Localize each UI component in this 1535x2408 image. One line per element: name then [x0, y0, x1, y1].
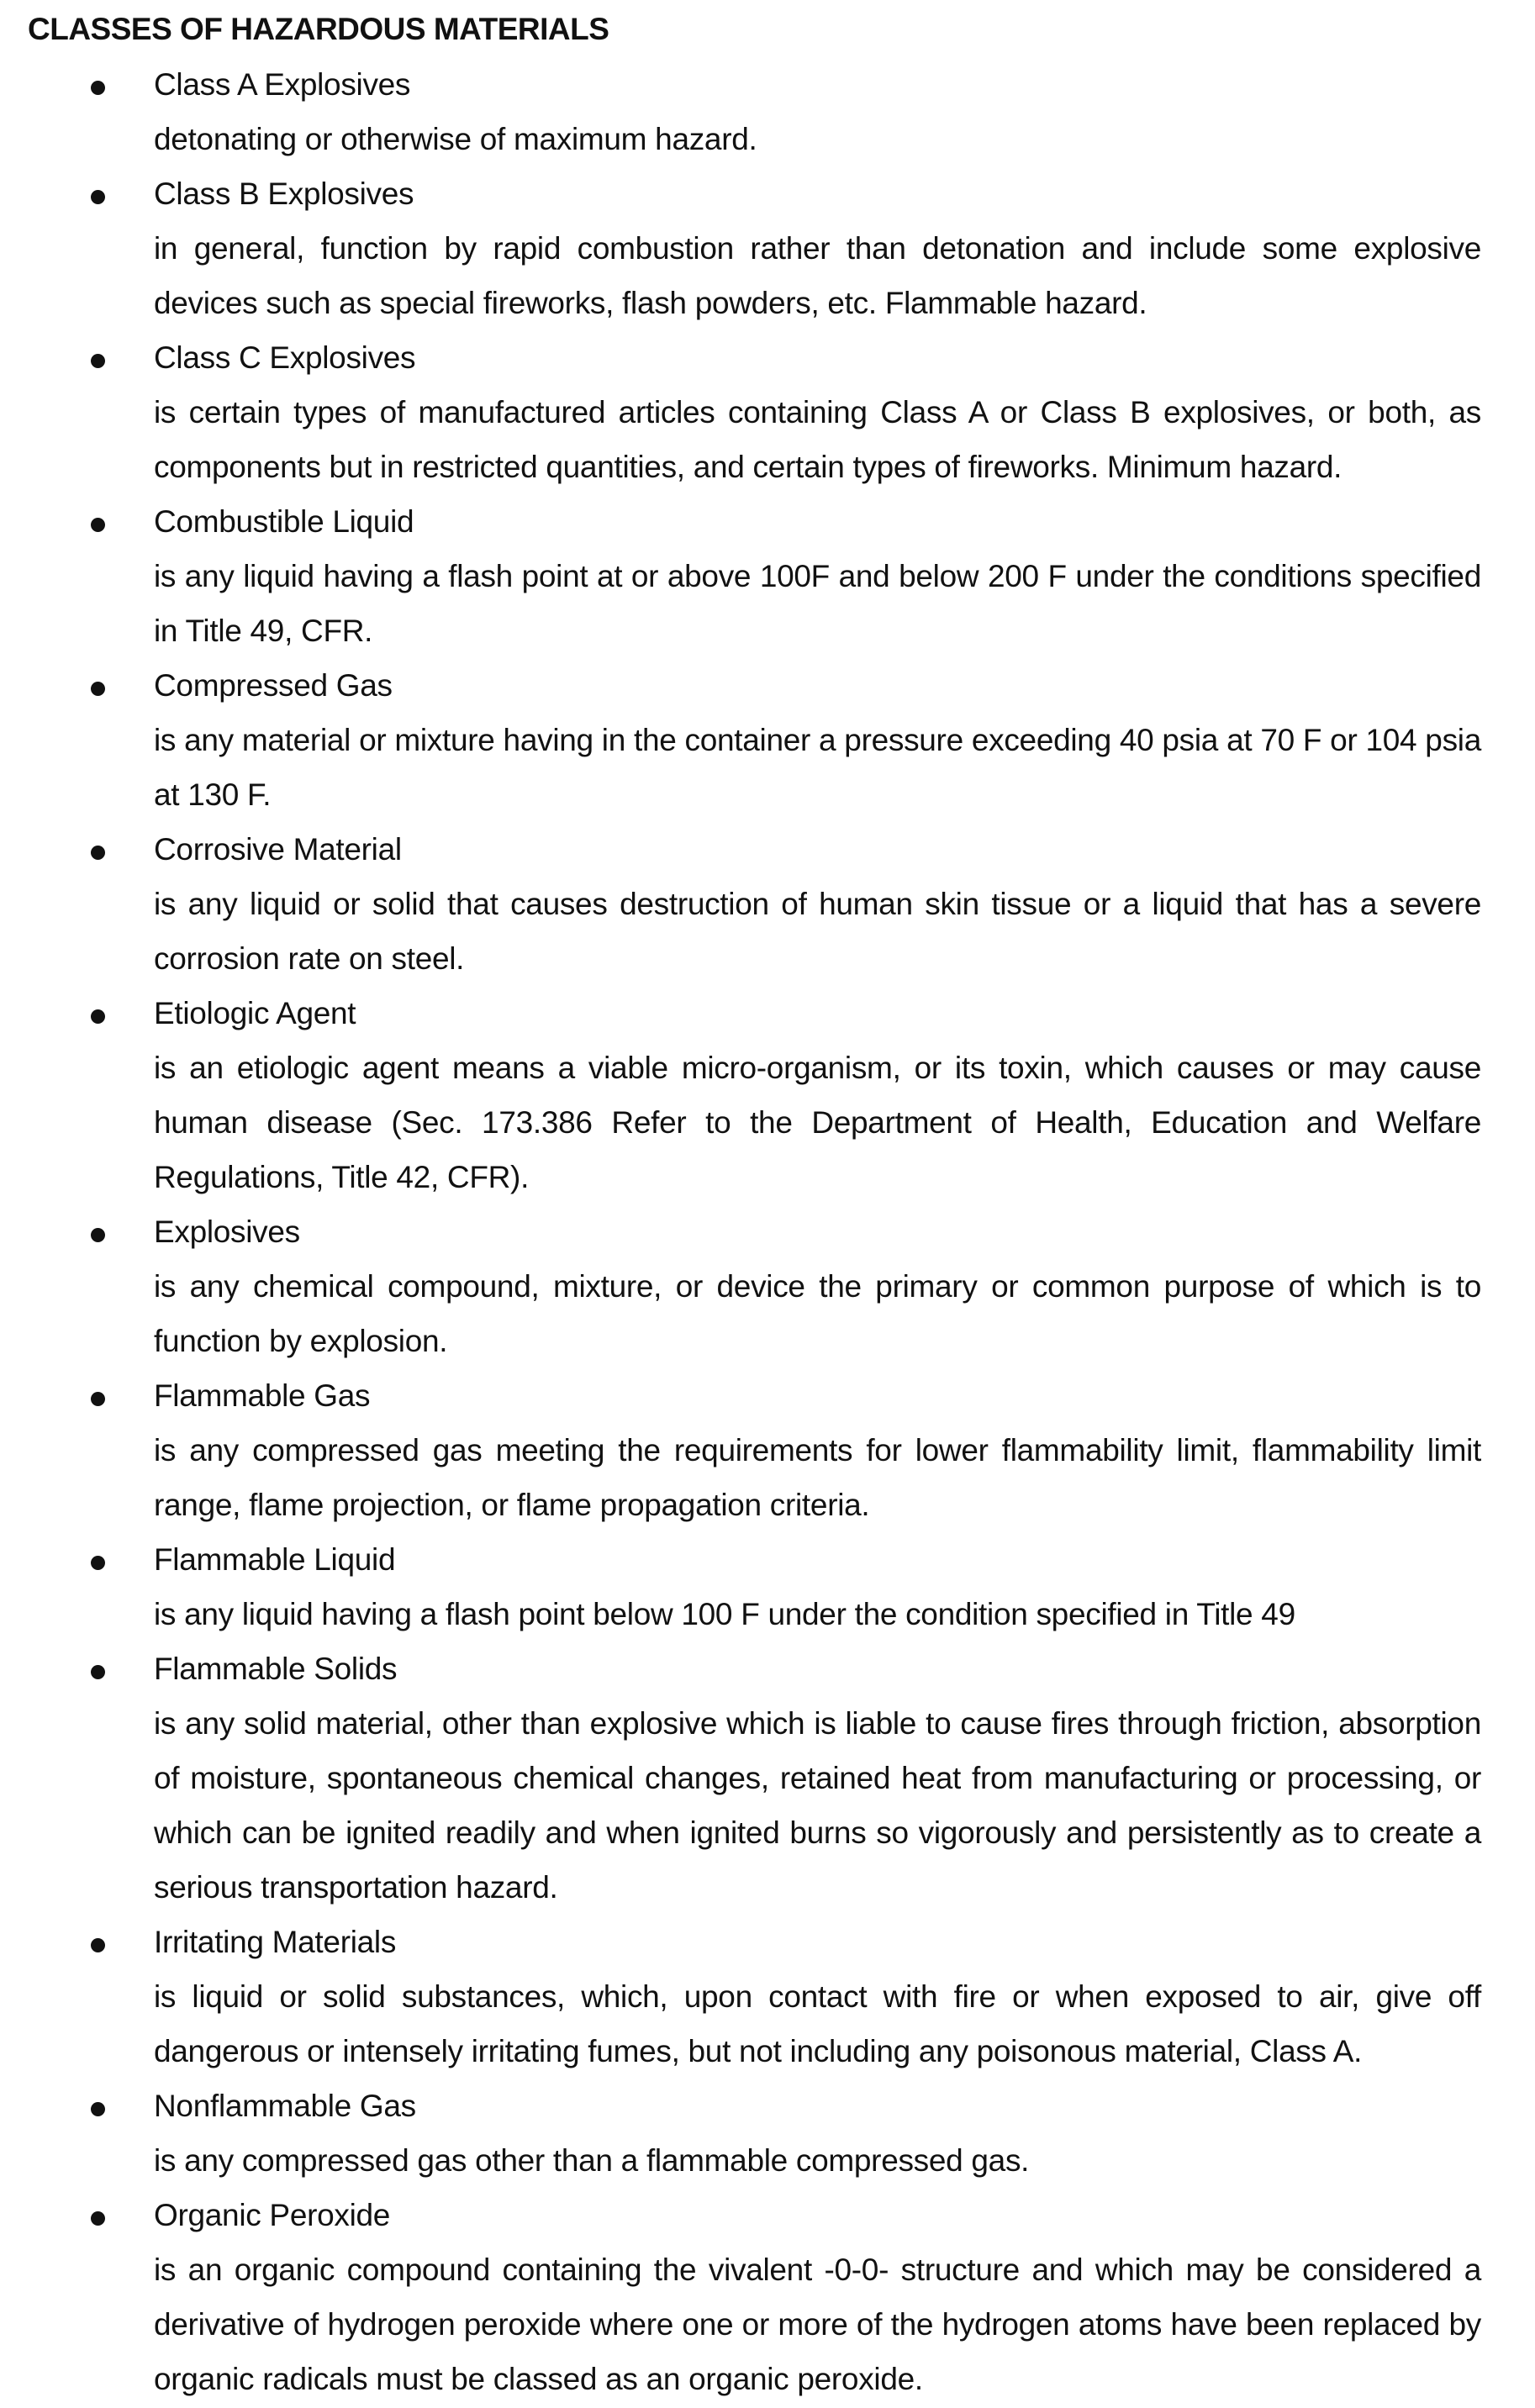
hazard-class-description: is any solid material, other than explosive which is liable to cause fires through friction, absorption of moisture, spontaneous chemical changes, retained heat from manufacturing or processing, or which can be ignited readily and when ignited burns so vigorously and persistently as to create a serious transportation hazard. — [154, 1706, 1481, 1905]
hazard-class-name: Irritating Materials — [154, 1925, 397, 1959]
hazard-class-name: Class C Explosives — [154, 340, 416, 375]
hazard-class-name: Etiologic Agent — [154, 996, 356, 1030]
bullet-icon — [91, 1009, 105, 1024]
hazard-class-list — [0, 57, 1535, 2406]
hazard-class-name: Nonflammable Gas — [154, 2089, 416, 2123]
list-item — [0, 166, 1481, 330]
hazard-class-description: detonating or otherwise of maximum hazard. — [154, 122, 757, 156]
page-title: CLASSES OF HAZARDOUS MATERIALS — [28, 12, 609, 46]
hazard-class-description: is liquid or solid substances, which, upon contact with fire or when exposed to air, give off dangerous or intensely irritating fumes, but not including any poisonous material, Class A. — [154, 1979, 1481, 2068]
bullet-icon — [91, 1938, 105, 1952]
hazard-class-description: is an etiologic agent means a viable micro-organism, or its toxin, which causes or may cause human disease (Sec. 173.386 Refer to the Department of Health, Education and Welfare Regulations, Title 42, CFR). — [154, 1051, 1481, 1194]
hazard-class-description: is any liquid having a flash point below 100 F under the condition specified in Title 49 — [154, 1597, 1295, 1631]
hazard-class-description: is any chemical compound, mixture, or device the primary or common purpose of which is to function by explosion. — [154, 1269, 1481, 1358]
list-item — [0, 1368, 1481, 1532]
hazard-class-description: is any liquid or solid that causes destruction of human skin tissue or a liquid that has a severe corrosion rate on steel. — [154, 887, 1481, 976]
hazard-class-name: Flammable Liquid — [154, 1542, 396, 1577]
bullet-icon — [91, 846, 105, 860]
bullet-icon — [91, 354, 105, 368]
hazard-class-description: is any compressed gas meeting the requirements for lower flammability limit, flammability limit range, flame projection, or flame propagation criteria. — [154, 1433, 1481, 1522]
list-item — [0, 330, 1481, 494]
hazard-class-name: Corrosive Material — [154, 832, 402, 867]
list-item — [0, 2188, 1481, 2406]
bullet-icon — [91, 81, 105, 95]
hazard-class-description: is an organic compound containing the vivalent -0-0- structure and which may be considered a derivative of hydrogen peroxide where one or more of the hydrogen atoms have been replaced by organic radicals must be classed as an organic peroxide. — [154, 2253, 1481, 2396]
list-item — [0, 986, 1481, 1204]
list-item — [0, 57, 1481, 166]
hazard-class-name: Compressed Gas — [154, 668, 393, 703]
hazard-class-name: Flammable Gas — [154, 1378, 371, 1413]
hazard-class-description: is any liquid having a flash point at or above 100F and below 200 F under the conditions specified in Title 49, CFR. — [154, 559, 1481, 648]
hazard-class-description: is certain types of manufactured articles containing Class A or Class B explosives, or both, as components but in restricted quantities, and certain types of fireworks. Minimum hazard. — [154, 395, 1481, 484]
bullet-icon — [91, 1556, 105, 1570]
hazard-class-description: in general, function by rapid combustion rather than detonation and include some explosive devices such as special fireworks, flash powders, etc. Flammable hazard. — [154, 231, 1481, 320]
bullet-icon — [91, 1392, 105, 1406]
hazard-class-name: Flammable Solids — [154, 1652, 398, 1686]
hazard-class-name: Class B Explosives — [154, 177, 414, 211]
hazard-class-name: Class A Explosives — [154, 67, 411, 102]
bullet-icon — [91, 518, 105, 532]
list-item — [0, 658, 1481, 822]
hazard-class-description: is any material or mixture having in the container a pressure exceeding 40 psia at 70 F or 104 psia at 130 F. — [154, 723, 1481, 812]
list-item — [0, 1532, 1481, 1641]
hazard-class-name: Organic Peroxide — [154, 2198, 391, 2232]
hazard-class-name: Combustible Liquid — [154, 504, 414, 539]
bullet-icon — [91, 1228, 105, 1242]
list-item — [0, 1641, 1481, 1915]
list-item — [0, 2079, 1481, 2188]
list-item — [0, 494, 1481, 658]
bullet-icon — [91, 682, 105, 696]
bullet-icon — [91, 190, 105, 204]
hazard-class-description: is any compressed gas other than a flammable compressed gas. — [154, 2143, 1030, 2178]
bullet-icon — [91, 2102, 105, 2116]
list-item — [0, 1204, 1481, 1368]
bullet-icon — [91, 2211, 105, 2226]
bullet-icon — [91, 1665, 105, 1679]
hazard-class-name: Explosives — [154, 1215, 300, 1249]
list-item — [0, 1915, 1481, 2079]
list-item — [0, 822, 1481, 986]
